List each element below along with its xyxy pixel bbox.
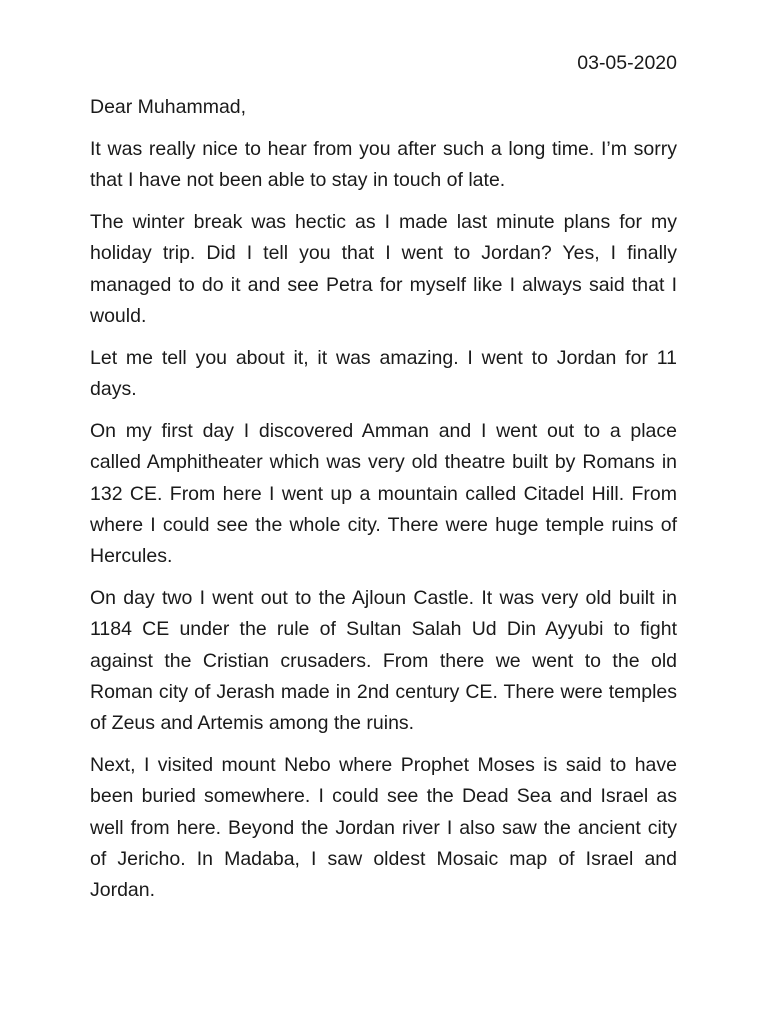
paragraph-greeting: It was really nice to hear from you after such a long time. I’m sorry that I have not been able to stay in touch of late. — [90, 138, 677, 192]
letter-salutation: Dear Muhammad, — [90, 96, 247, 119]
letter-date: 03-05-2020 — [577, 52, 677, 74]
paragraph-trip-intro: Let me tell you about it, it was amazing. I went to Jordan for 11 days. — [90, 346, 677, 401]
paragraph-day-one: On my first day I discovered Amman and I went out to a place called Amphitheater which was very old theatre built by Romans in 132 CE. From here I went up a mountain called Citadel Hill. From where I could see the whole city. There were huge temple ruins of Hercules. — [90, 419, 677, 568]
paragraph-winter-break: The winter break was hectic as I made last minute plans for my holiday trip. Did I tell you that I went to Jordan? Yes, I finally managed to do it and see Petra for myself like I always said that I would. — [90, 211, 677, 328]
paragraph-mount-nebo: Next, I visited mount Nebo where Prophet Moses is said to have been buried somewhere. I could see the Dead Sea and Israel as well from here. Beyond the Jordan river I also saw the ancient city of Jericho. In Madaba, I saw oldest Mosaic map of Israel and Jordan. — [90, 753, 677, 902]
letter-body — [90, 48, 677, 906]
paragraph-day-two: On day two I went out to the Ajloun Castle. It was very old built in 1184 CE under the rule of Sultan Salah Ud Din Ayyubi to fight against the Cristian crusaders. From there we went to the old Roman city of Jerash made in 2nd century CE. There were temples of Zeus and Artemis among the ruins. — [90, 586, 677, 735]
